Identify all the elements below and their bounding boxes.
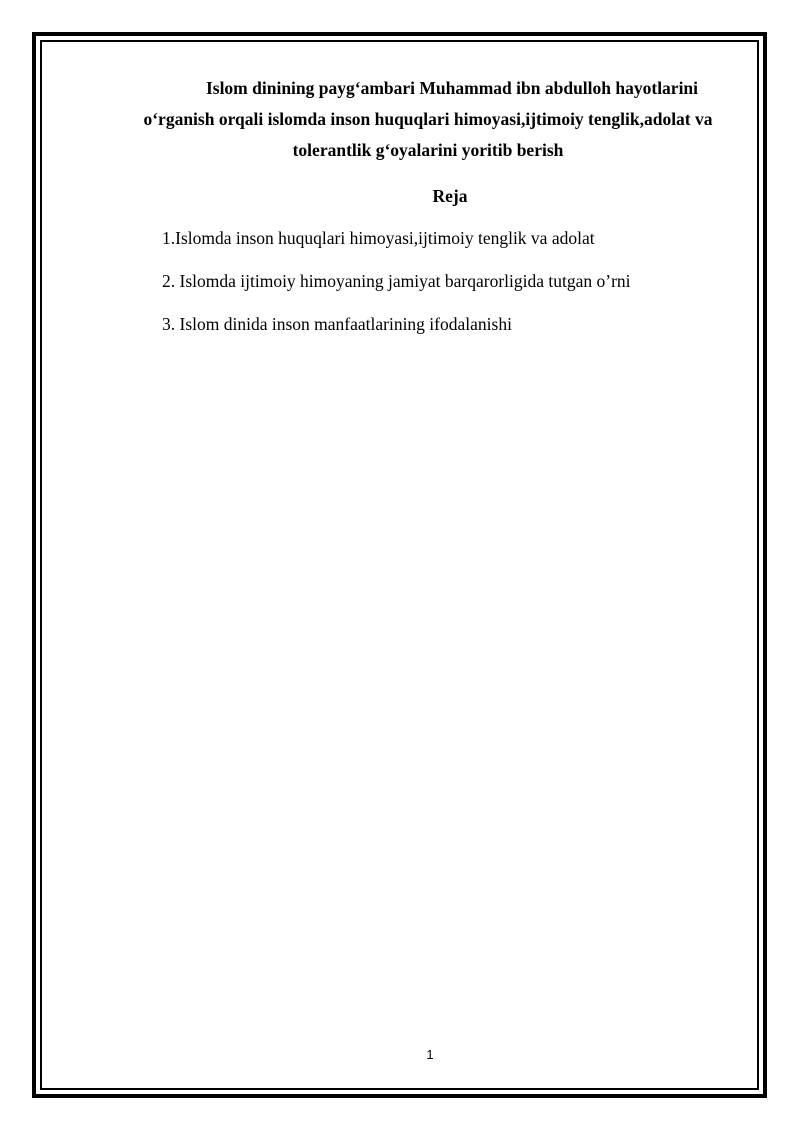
plan-item-3: 3. Islom dinida inson manfaatlarining ifodalanishi [162,314,512,334]
document-title [108,73,748,166]
plan-list [162,226,631,355]
plan-heading: Reja [432,186,468,206]
plan-item-1: 1.Islomda inson huquqlari himoyasi,ijtimoiy tenglik va adolat [162,228,595,248]
page-number: 1 [426,1047,434,1062]
title-line-2: o‘rganish orqali islomda inson huquqlari himoyasi,ijtimoiy tenglik,adolat va [143,109,713,129]
title-line-1: Islom dinining payg‘ambari Muhammad ibn abdulloh hayotlarini [205,78,699,98]
plan-item-2: 2. Islomda ijtimoiy himoyaning jamiyat barqarorligida tutgan o’rni [162,271,631,291]
title-line-3: tolerantlik g‘oyalarini yoritib berish [292,140,564,160]
